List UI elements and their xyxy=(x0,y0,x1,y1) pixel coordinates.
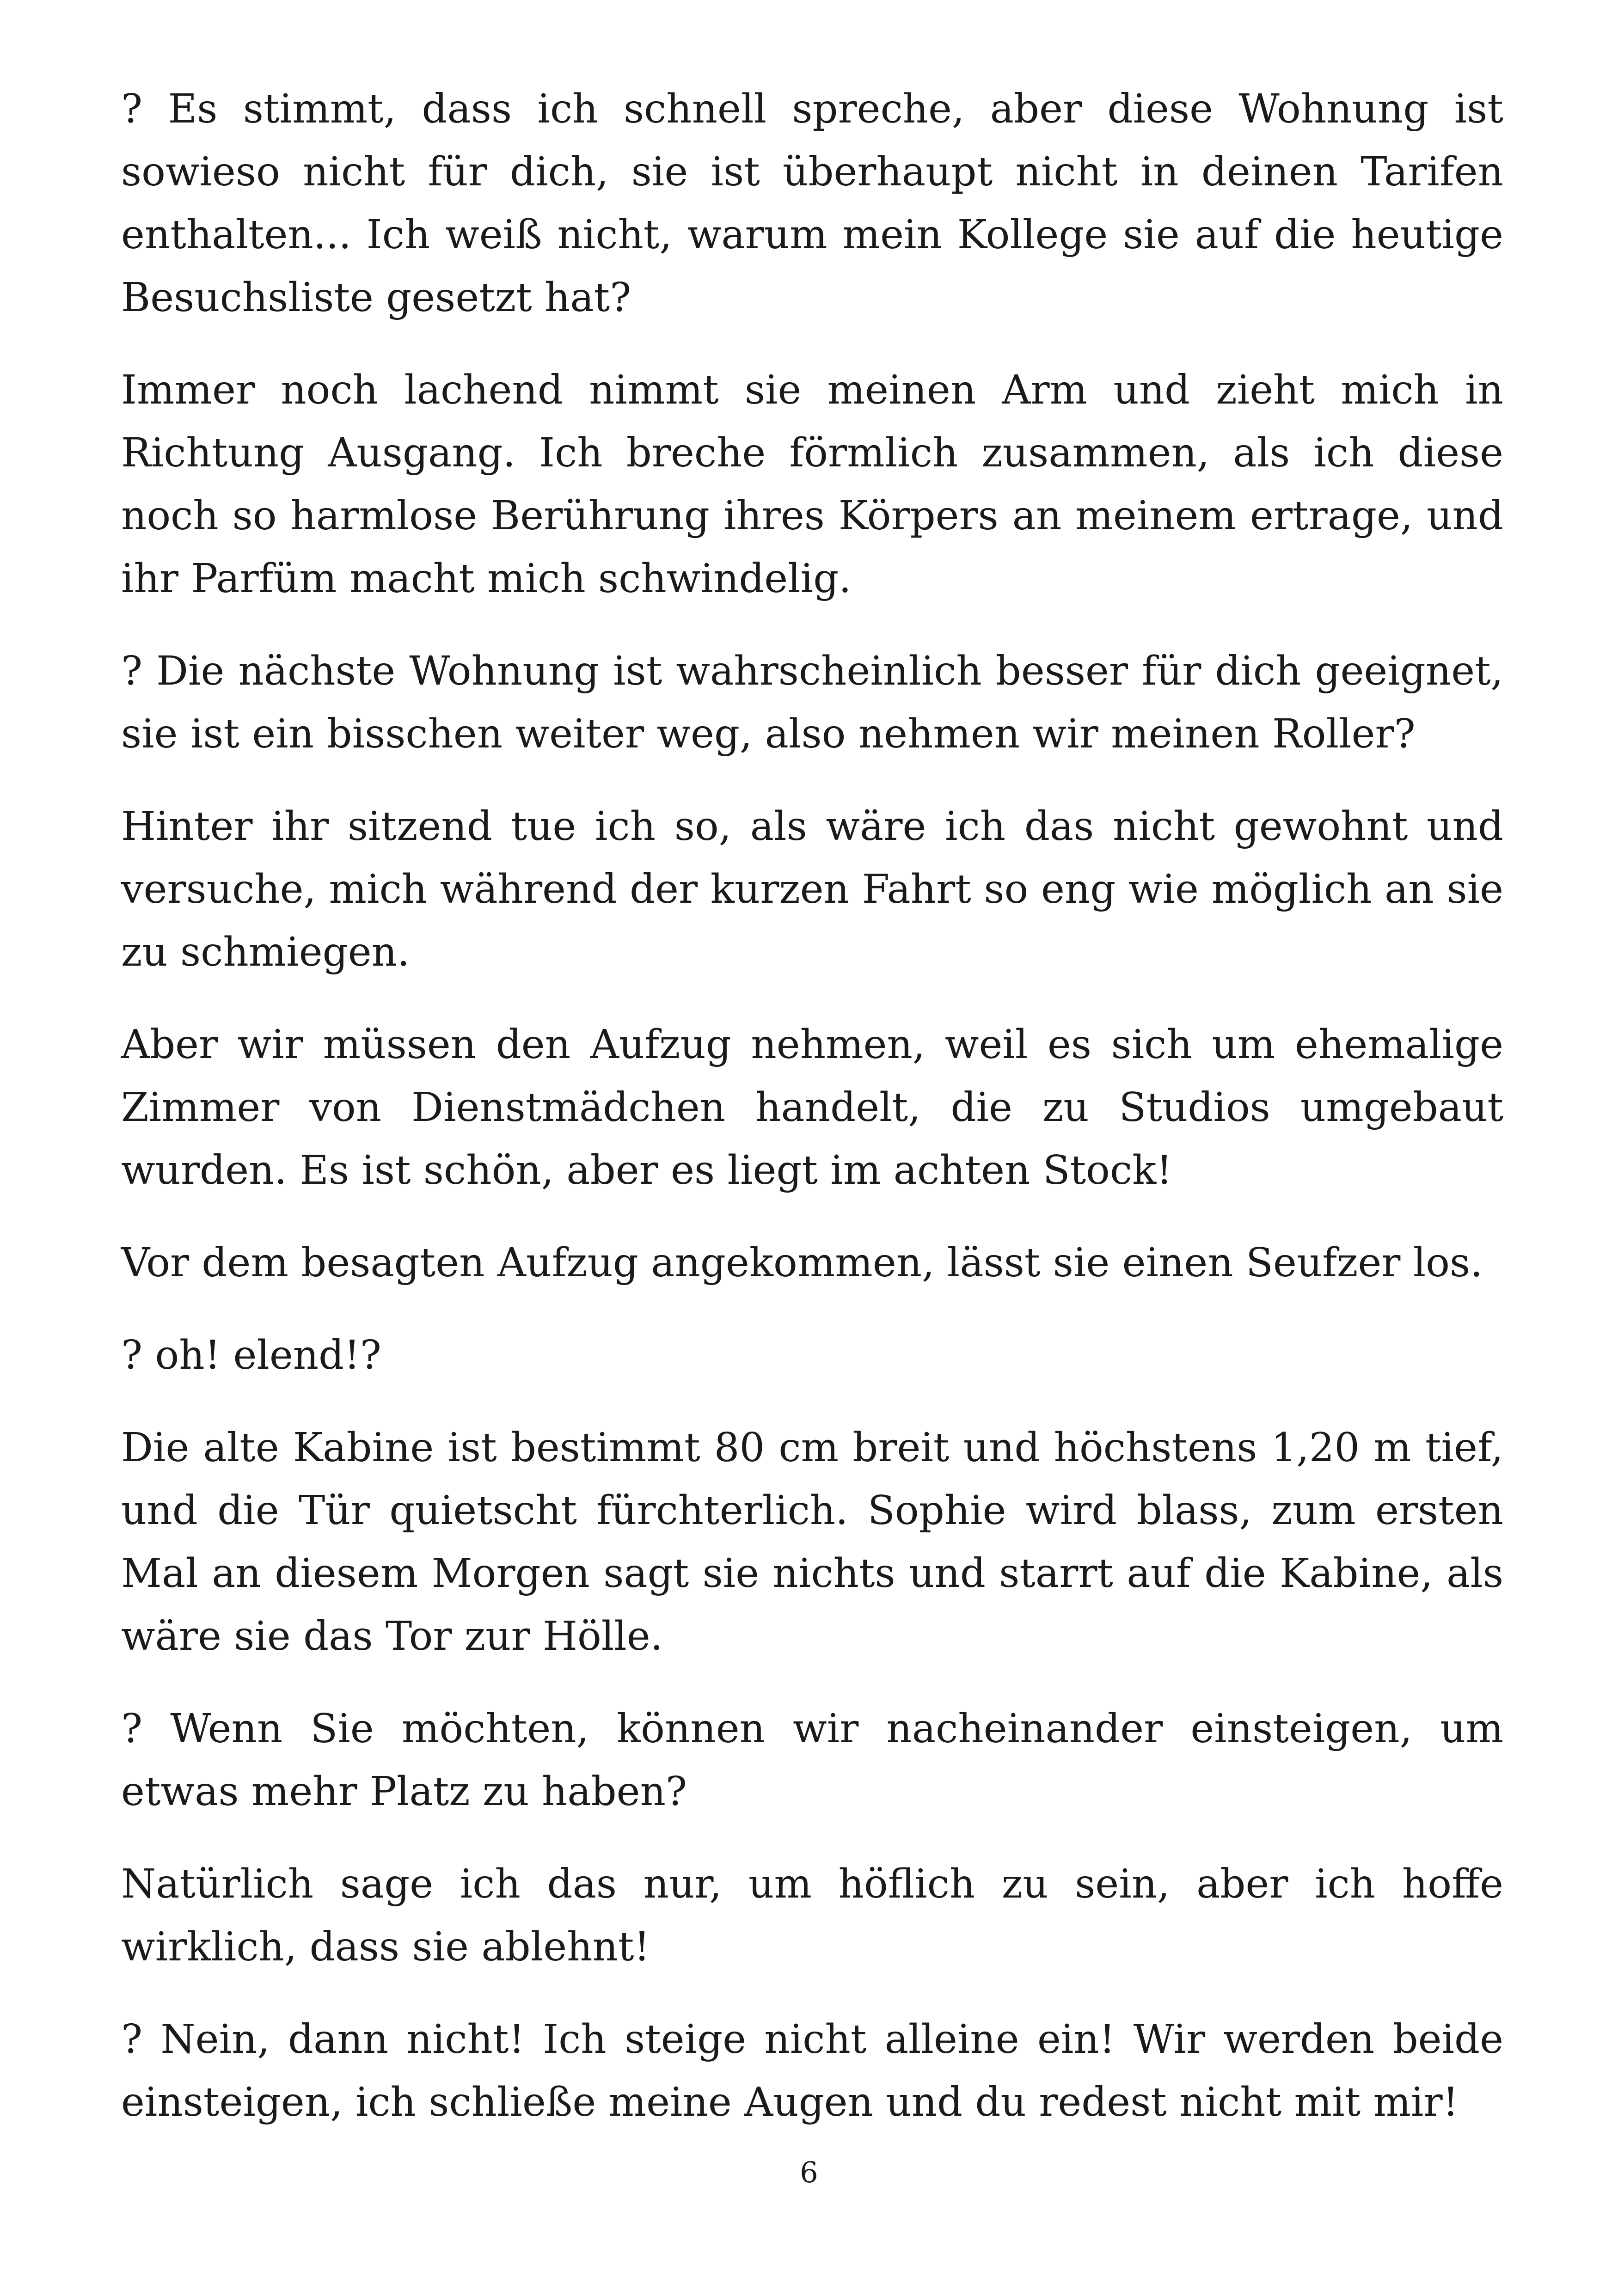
paragraph: ? Nein, dann nicht! Ich steige nicht alleine ein! Wir werden beide einsteigen, ich schließe meine Augen und du redest nicht mit mir! xyxy=(121,2016,1503,2125)
paragraph: Vor dem besagten Aufzug angekommen, lässt sie einen Seufzer los. xyxy=(121,1240,1483,1286)
paragraph: ? Es stimmt, dass ich schnell spreche, aber diese Wohnung ist sowieso nicht für dich, sie ist überhaupt nicht in deinen Tarifen enthalten... Ich weiß nicht, warum mein Kollege sie auf die heutige Besuchsliste gesetzt hat? xyxy=(121,86,1503,321)
paragraph: ? Wenn Sie möchten, können wir nacheinander einsteigen, um etwas mehr Platz zu haben? xyxy=(121,1706,1503,1815)
paragraph: ? Die nächste Wohnung ist wahrscheinlich besser für dich geeignet, sie ist ein bisschen weiter weg, also nehmen wir meinen Roller? xyxy=(121,648,1503,757)
body-text xyxy=(121,78,1503,2163)
paragraph: Immer noch lachend nimmt sie meinen Arm und zieht mich in Richtung Ausgang. Ich breche förmlich zusammen, als ich diese noch so harmlose Berührung ihres Körpers an meinem ertrage, und ihr Parfüm macht mich schwindelig. xyxy=(121,367,1503,602)
paragraph: Natürlich sage ich das nur, um höflich zu sein, aber ich hoffe wirklich, dass sie ablehnt! xyxy=(121,1861,1503,1970)
paragraph: ? oh! elend!? xyxy=(121,1332,381,1378)
paragraph: Aber wir müssen den Aufzug nehmen, weil es sich um ehemalige Zimmer von Dienstmädchen handelt, die zu Studios umgebaut wurden. Es ist schön, aber es liegt im achten Stock! xyxy=(121,1022,1503,1194)
paragraph: Die alte Kabine ist bestimmt 80 cm breit und höchstens 1,20 m tief, und die Tür quietscht fürchterlich. Sophie wird blass, zum ersten Mal an diesem Morgen sagt sie nichts und starrt auf die Kabine, als wäre sie das Tor zur Hölle. xyxy=(121,1425,1503,1659)
page-number: 6 xyxy=(800,2155,818,2189)
paragraph: Hinter ihr sitzend tue ich so, als wäre ich das nicht gewohnt und versuche, mich während der kurzen Fahrt so eng wie möglich an sie zu schmiegen. xyxy=(121,803,1503,975)
